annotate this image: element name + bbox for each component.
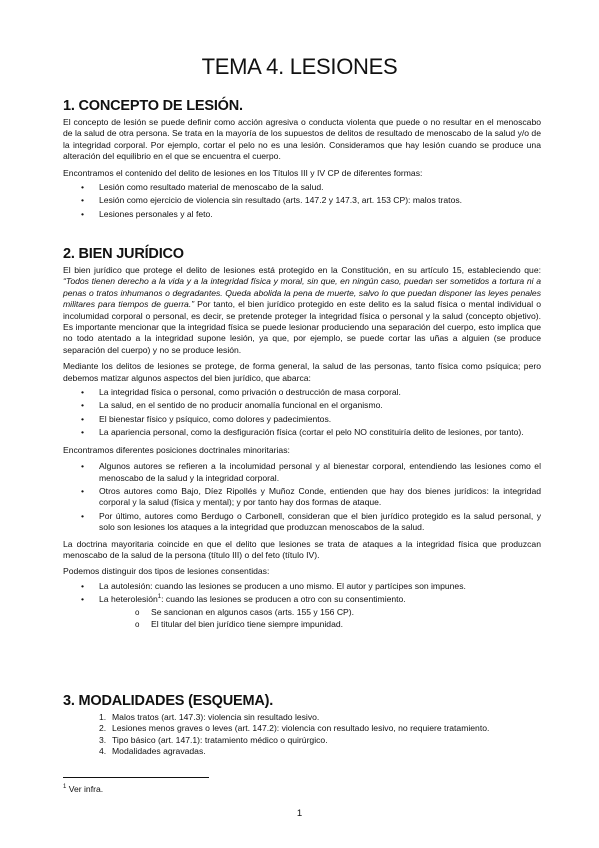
- footnote: [63, 784, 103, 794]
- section-3-body: [63, 712, 541, 758]
- list-item: • La salud, en el sentido de no producir anomalía funcional en el organismo.: [63, 400, 541, 411]
- page-number: 1: [296, 808, 303, 819]
- section-3-numbered-list: [63, 712, 541, 758]
- footnote-divider: [63, 777, 209, 778]
- list-item: [63, 712, 541, 723]
- section-2-bullet-list-1: [63, 387, 541, 439]
- section-2-bullet-list-2: [63, 461, 541, 533]
- sub-list-item: o Se sancionan en algunos casos (arts. 155 y 156 CP).: [99, 607, 541, 618]
- section-3-heading: 3. MODALIDADES (ESQUEMA).: [63, 693, 274, 709]
- list-item-text: La heterolesión: [99, 594, 158, 605]
- list-item-number: 4.: [99, 746, 107, 757]
- list-item: • Lesiones personales y al feto.: [63, 209, 541, 220]
- list-item-text: Tipo básico (art. 147.1): tratamiento médico o quirúrgico.: [112, 734, 328, 745]
- section-2-paragraph-5: Podemos distinguir dos tipos de lesiones consentidas:: [63, 566, 270, 577]
- section-1-body: [63, 117, 541, 222]
- list-item-text: Malos tratos (art. 147.3): violencia sin resultado lesivo.: [112, 712, 320, 722]
- list-item-text: Lesiones menos graves o leves (art. 147.2): violencia con resultado lesivo, no requiere tratamiento.: [112, 723, 490, 734]
- list-item: • Algunos autores se refieren a la incolumidad personal y al bienestar corporal, entendiendo las lesiones como el menoscabo de la salud y la integridad corporal.: [63, 461, 541, 484]
- section-2-paragraph-1: [63, 265, 541, 356]
- page-title: TEMA 4. LESIONES: [201, 54, 398, 79]
- section-2-bullet-list-3: [63, 581, 541, 631]
- list-item-text: Modalidades agravadas.: [112, 746, 206, 757]
- paragraph-text: El bien jurídico que protege el delito de lesiones está protegido en la Constitución, en su artículo 15, estableciendo que:: [63, 265, 541, 275]
- paragraph-text: Por tanto, el bien jurídico protegido en este delito es la salud física o mental individual o incolumidad corporal o personal, es decir, se pretende proteger la integridad física o personal y la salud (concepto objetivo). Es importante mencionar que la integridad física se puede lesionar produciendo una separación del cuerpo, esto implica que no todo atentado a la integridad supone lesión, ya que, por ejemplo, se puede cortar las uñas a alguien (se produce separación del cuerpo) y no se produce lesión.: [63, 299, 541, 355]
- list-item-number: 2.: [99, 723, 107, 734]
- section-1-paragraph-2: Encontramos el contenido del delito de lesiones en los Títulos III y IV CP de diferentes formas:: [63, 167, 423, 178]
- section-1-bullet-list: [63, 182, 541, 220]
- list-item: • La autolesión: cuando las lesiones se producen a uno mismo. El autor y partícipes son impunes.: [63, 581, 541, 592]
- section-2-body: [63, 265, 541, 632]
- list-item-number: 3.: [99, 734, 107, 745]
- section-1-heading: 1. CONCEPTO DE LESIÓN.: [63, 98, 243, 114]
- section-2-heading: 2. BIEN JURÍDICO: [63, 246, 184, 262]
- list-item: [63, 746, 541, 757]
- footnote-text: Ver infra.: [66, 784, 104, 794]
- section-2-paragraph-2: Mediante los delitos de lesiones se protege, de forma general, la salud de las personas, tanto física como psíquica; pero debemos matizar algunos aspectos del bien jurídico, que abarca:: [63, 361, 541, 383]
- list-item: • Lesión como ejercicio de violencia sin resultado (arts. 147.2 y 147.3, art. 153 CP): malos tratos.: [63, 195, 541, 206]
- footnote-reference: 1: [157, 594, 162, 601]
- section-2-paragraph-4: La doctrina mayoritaria coincide en que el delito que lesiones se trata de ataques a la integridad física que produzcan menoscabo de la salud de la persona (título III) o del feto (título IV).: [63, 538, 541, 560]
- list-item: • La apariencia personal, como la desfiguración física (cortar el pelo NO constituiría delito de lesiones, por tanto).: [63, 427, 541, 438]
- list-item: • Otros autores como Bajo, Díez Ripollés y Muñoz Conde, entienden que hay dos bienes jurídicos: la integridad corporal y la salud (física y mental); y por tanto hay dos formas de ataque.: [63, 486, 541, 509]
- list-item: [63, 735, 541, 746]
- section-1-paragraph-1: El concepto de lesión se puede definir como acción agresiva o conducta violenta que puede o no resultar en el menoscabo de la salud de otra persona. Se trata en la mayoría de los supuestos de delitos de resultado de menoscabo de la salud y/o de la integridad corporal. Por ejemplo, cortar el pelo no es una lesión. Consideramos que hay lesión cuando se produce una alteración del equilibrio en el que se encuentra el cuerpo.: [63, 117, 541, 162]
- list-item: [63, 594, 541, 630]
- list-item: [63, 723, 541, 734]
- list-item: • La integridad física o personal, como privación o destrucción de masa corporal.: [63, 387, 541, 398]
- constitution-quote: “Todos tienen derecho a la vida y a la integridad física y moral, sin que, en ningún caso, puedan ser sometidos a tortura ni a penas o tratos inhumanos o degradantes. Queda abolida la pena de muerte, salvo lo que puedan disponer las leyes penales militares para tiempos de guerra.”: [63, 276, 541, 310]
- section-2-paragraph-3: Encontramos diferentes posiciones doctrinales minoritarias:: [63, 444, 290, 455]
- list-item: • El bienestar físico y psíquico, como dolores y padecimientos.: [63, 414, 541, 425]
- list-item-number: 1.: [99, 712, 107, 722]
- list-item: • Lesión como resultado material de menoscabo de la salud.: [63, 182, 541, 193]
- sub-list: [99, 607, 541, 631]
- list-item-text: : cuando las lesiones se producen a otro con su consentimiento.: [161, 594, 406, 605]
- list-item: • Por último, autores como Berdugo o Carbonell, consideran que el bien jurídico protegido es la salud personal, y solo son lesiones los ataques a la integridad que produzcan menoscabos de la salud.: [63, 511, 541, 534]
- sub-list-item: o El titular del bien jurídico tiene siempre impunidad.: [99, 619, 541, 630]
- footnote-mark: 1: [63, 784, 67, 791]
